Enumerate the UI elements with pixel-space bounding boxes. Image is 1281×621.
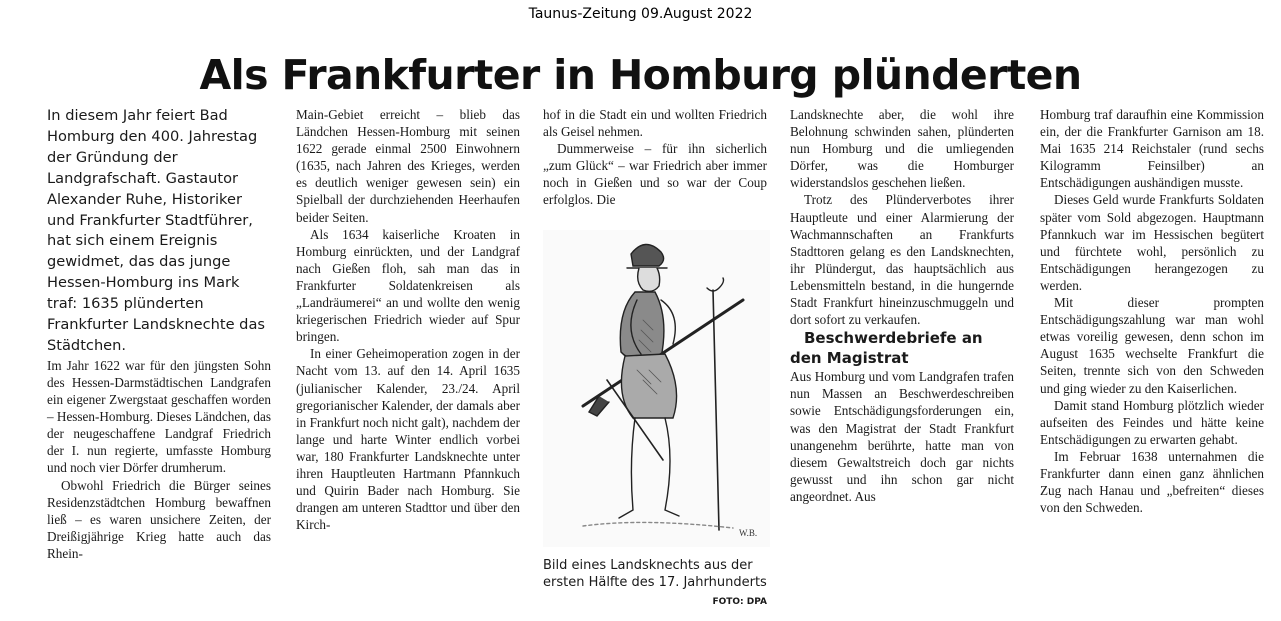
body-paragraph: Im Februar 1638 unternahmen die Frankfurter dann einen ganz ähnlichen Zug nach Hanau und „befreiten“ dieses von den Schweden. bbox=[1040, 448, 1264, 516]
column-1 bbox=[47, 106, 271, 562]
body-paragraph: Main-Gebiet erreicht – blieb das Ländchen Hessen-Homburg mit seinen 1622 gerade einmal 2500 Einwohnern (1635, nach Jahren des Krieges, werden es deutlich weniger gewesen sein) ein Spielball der durchziehenden Heerhaufen beider Seiten. bbox=[296, 107, 520, 225]
column-2 bbox=[296, 106, 520, 533]
landsknecht-drawing bbox=[543, 230, 770, 547]
body-paragraph: Dummerweise – für ihn sicherlich „zum Glück“ – war Friedrich aber immer noch in Gießen und so war der Coup erfolglos. Die bbox=[543, 141, 767, 208]
photo-credit: FOTO: DPA bbox=[712, 596, 767, 607]
artist-signature: W.B. bbox=[739, 527, 758, 538]
intro-text: In diesem Jahr feiert Bad Homburg den 400. Jahrestag der Gründung der Landgrafschaft. Gastautor Alexander Ruhe, Historiker und Frankfurter Stadtführer, hat sich einem Ereignis gewidmet, das das junge Hessen-Homburg ins Mark traf: 1635 plünderten Frankfurter Landsknechte das Städtchen. bbox=[47, 107, 265, 354]
landsknecht-illustration bbox=[543, 230, 770, 547]
column-5 bbox=[1040, 106, 1264, 516]
body-paragraph: In einer Geheimoperation zogen in der Nacht vom 13. auf den 14. April 1635 (julianischer Kalender, 23./24. April gregorianischer Kalender, der damals aber in Frankfurt noch nicht galt), nachdem der lange und harte Winter endlich vorbei war, 180 Frankfurter Landsknechte unter ihren Hauptleuten Hartmann Pfannkuch und Quirin Bader nach Homburg. Sie drangen am unteren Stadttor und über den Kirch- bbox=[296, 346, 520, 533]
column-4 bbox=[790, 106, 1014, 505]
body-paragraph: Aus Homburg und vom Landgrafen trafen nun Massen an Beschwerdeschreiben sowie Entschädigungsforderungen ein, was den Magistrat der Stadt Frankfurt unangenehm berührte, hatte man von diesem Gewaltstreich doch gar nichts gewusst und ihn schon gar nicht angeordnet. Aus bbox=[790, 369, 1014, 504]
body-paragraph: Im Jahr 1622 war für den jüngsten Sohn des Hessen-Darmstädtischen Landgrafen ein eigener Zwergstaat geschaffen worden – Hessen-Homburg. Dieses Ländchen, das der neugeschaffene Landgraf Friedrich der I. nun regierte, umfasste Homburg und noch vier Dörfer drumherum. bbox=[47, 357, 271, 476]
body-paragraph: Trotz des Plünderverbotes ihrer Hauptleute und einer Alarmierung der Wachmannschaften an Frankfurts Stadttoren gelang es den Landsknechten, ihr Plündergut, das hauptsächlich aus Lebensmitteln bestand, in die hungernde Stadt Frankfurt hineinzuschmuggeln und dort sofort zu verkaufen. bbox=[790, 192, 1014, 328]
article-headline: Als Frankfurter in Homburg plünderten bbox=[199, 51, 1082, 99]
body-paragraph: Dieses Geld wurde Frankfurts Soldaten später vom Sold abgezogen. Hauptmann Pfannkuch war im Hessischen begütert und fürchtete wohl, persönlich zu Entschädigungen herangezogen zu werden. bbox=[1040, 192, 1264, 293]
column-3 bbox=[543, 106, 767, 611]
body-paragraph: Landsknechte aber, die wohl ihre Belohnung schwinden sahen, plünderten nun Homburg und die umliegenden Dörfer, was die Homburger widerstandslos geschehen ließen. bbox=[790, 107, 1014, 191]
body-paragraph: Als 1634 kaiserliche Kroaten in Homburg einrückten, und der Landgraf nach Gießen floh, sah man das in Frankfurter Soldatenkreisen als „Landräumerei“ an und wollte den wenig kriegerischen Friedrich wieder auf Spur bringen. bbox=[296, 226, 520, 345]
body-paragraph: Mit dieser prompten Entschädigungszahlung war man wohl etwas voreilig gewesen, denn schon im August 1635 wechselte Frankfurt die Seiten, trennte sich von den Schweden und ging wieder zu den Kaiserlichen. bbox=[1040, 295, 1264, 396]
body-paragraph: Obwohl Friedrich die Bürger seines Residenzstädtchen Homburg bewaffnen ließ – es waren unsichere Zeiten, der Dreißigjährige Krieg hatte auch das Rhein- bbox=[47, 477, 271, 561]
section-subhead: Beschwerdebriefe an den Magistrat bbox=[790, 329, 983, 368]
body-paragraph: Homburg traf daraufhin eine Kommission ein, der die Frankfurter Garnison am 18. Mai 1635 214 Reichstaler (rund sechs Kilogramm Feinsilber) an Entschädigungen aushändigen musste. bbox=[1040, 107, 1264, 191]
image-caption bbox=[543, 557, 767, 607]
source-line: Taunus-Zeitung 09.August 2022 bbox=[528, 6, 753, 22]
body-paragraph: hof in die Stadt ein und wollten Friedrich als Geisel nehmen. bbox=[543, 107, 767, 140]
body-paragraph: Damit stand Homburg plötzlich wieder aufseiten des Feindes und hätte keine Entschädigungen zu erwarten gehabt. bbox=[1040, 397, 1264, 447]
caption-text: Bild eines Landsknechts aus der ersten Hälfte des 17. Jahrhunderts bbox=[543, 557, 767, 590]
